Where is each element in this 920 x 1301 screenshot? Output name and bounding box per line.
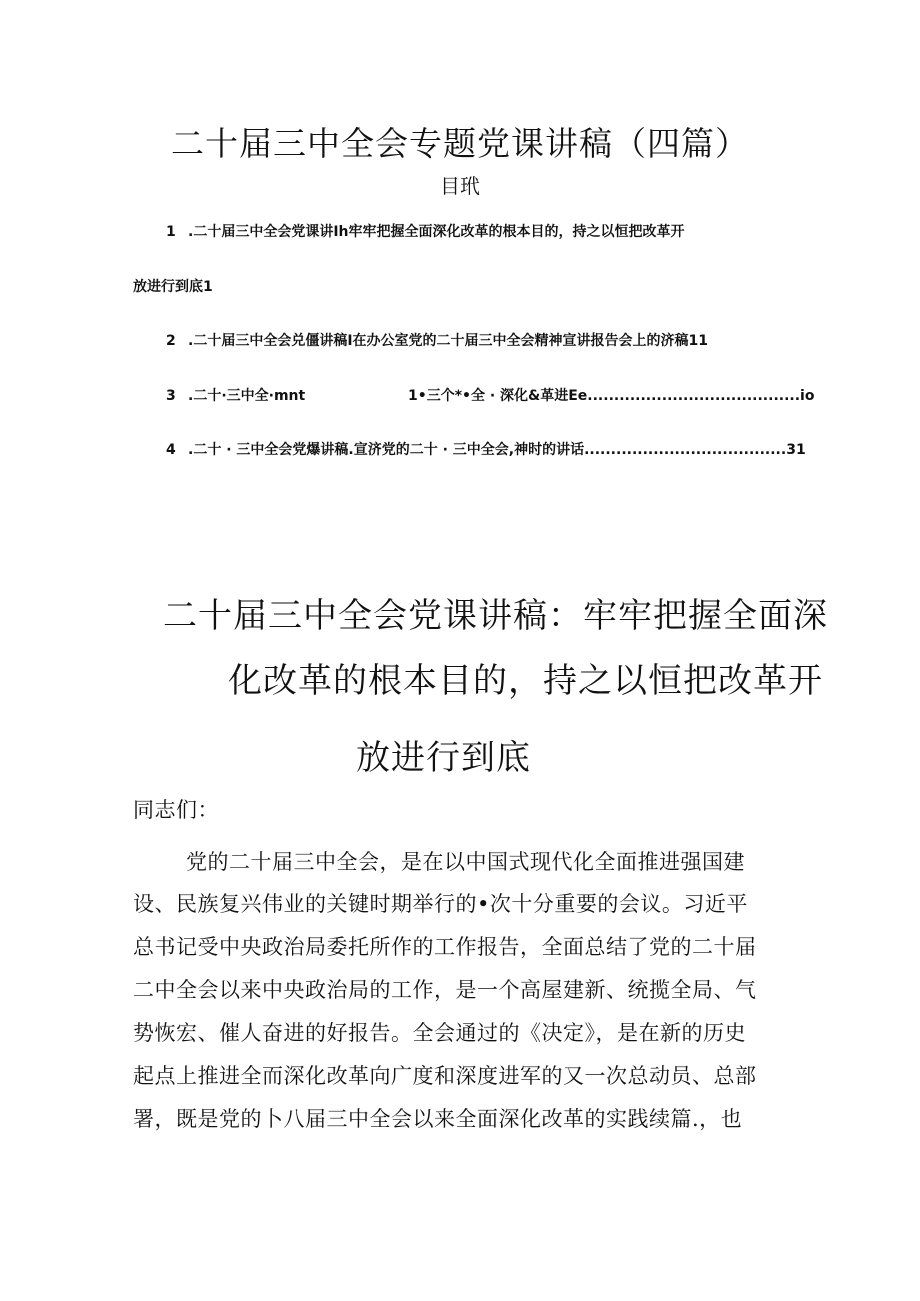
section-title-line-1: 二十届三中全会党课讲稿：牢牢把握全面深 bbox=[163, 596, 828, 636]
toc-item-4[interactable] bbox=[166, 439, 806, 459]
toc-item-2[interactable] bbox=[166, 330, 708, 350]
paragraph-line: 二中全会以来中央政治局的工作，是一个高屋建新、统揽全局、气 bbox=[133, 978, 757, 1002]
paragraph-line: 起点上推进全而深化改革向广度和深度进军的又一次总动员、总部 bbox=[133, 1064, 757, 1088]
toc-leader-dots: ........................................ bbox=[587, 388, 801, 404]
toc-item-text: .二十届三中全会兑僵讲稿I在办公室党的二十届三中全会精神宣讲报告会上的济稿11 bbox=[188, 333, 709, 349]
paragraph-line: 设、民族复兴伟业的关键时期举行的•次十分重要的会议。习近平 bbox=[133, 892, 748, 916]
paragraph-line: 总书记受中央政治局委托所作的工作报告，全面总结了党的二十届 bbox=[133, 935, 757, 959]
toc-item-3[interactable] bbox=[166, 385, 814, 405]
toc-page-number: io bbox=[800, 388, 815, 404]
toc-item-text-part2: 1•三个*•全 · 深化&革进Ee bbox=[408, 388, 588, 404]
toc-item-number: 3 bbox=[166, 388, 176, 404]
toc-page-number: 31 bbox=[786, 442, 806, 458]
toc-heading: 目玳 bbox=[440, 174, 480, 198]
document-title: 二十届三中全会专题党课讲稿（四篇） bbox=[171, 124, 749, 163]
toc-item-number: 1 bbox=[166, 224, 176, 240]
toc-item-text: .二十·三中全·mnt bbox=[188, 388, 306, 404]
paragraph-line: 党的二十届三中全会，是在以中国式现代化全面推进强国建 bbox=[186, 850, 745, 874]
toc-item-number: 4 bbox=[166, 442, 176, 458]
toc-leader-dots: ...................................... bbox=[584, 442, 787, 458]
section-title-line-2: 化改革的根本目的，持之以恒把改革开 bbox=[228, 661, 823, 701]
toc-item-text: .二十届三中全会党课讲Ih牢牢把握全面深化改革的根本目的，持之以恒把改革开 bbox=[188, 224, 685, 240]
paragraph-line: 势恢宏、催人奋进的好报告。全会通过的《决定》，是在新的历史 bbox=[133, 1021, 746, 1045]
toc-item-text-continued: 放进行到底1 bbox=[133, 279, 213, 295]
section-title-line-3: 放进行到底 bbox=[356, 738, 531, 778]
toc-item-1-continued[interactable] bbox=[133, 276, 213, 296]
toc-item-number: 2 bbox=[166, 333, 176, 349]
toc-item-1[interactable] bbox=[166, 221, 685, 241]
paragraph-line: 署，既是党的卜八届三中全会以来全面深化改革的实践续篇.，也 bbox=[133, 1107, 743, 1131]
salutation: 同志们： bbox=[133, 798, 219, 822]
toc-item-text: .二十 · 三中全会党爆讲稿.宣济党的二十 · 三中全会,神时的讲话 bbox=[188, 442, 585, 458]
